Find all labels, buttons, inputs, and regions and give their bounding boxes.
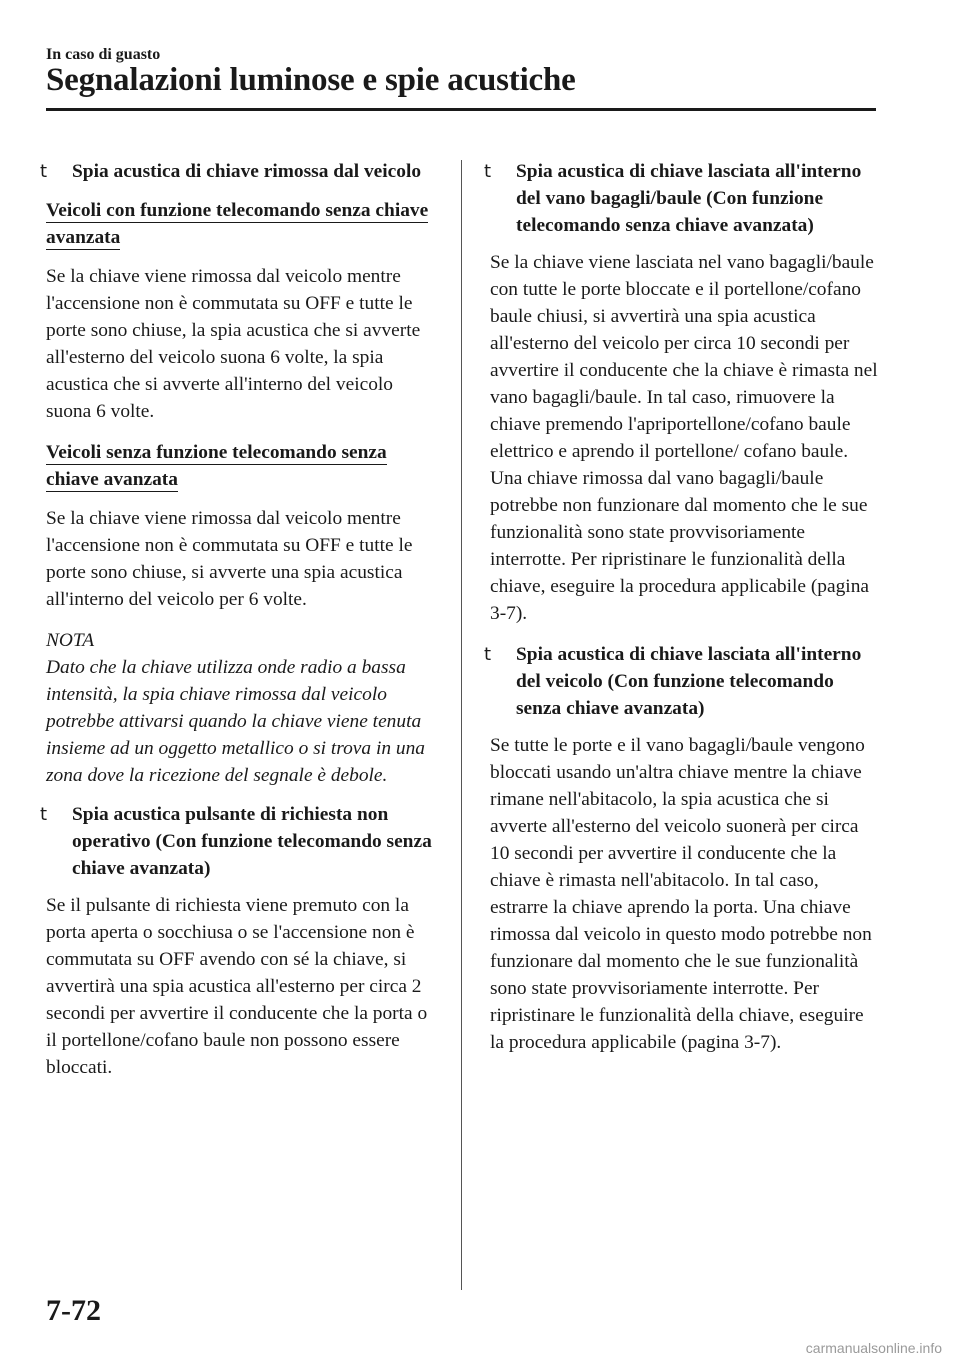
paragraph: Se tutte le porte e il vano bagagli/baule vengono bloccati usando un'altra chiave mentre la chiave rimane nell'abitacolo, la spia acustica che si avverte all'esterno del veicolo suonerà per circa 10 secondi per avvertire il conducente che la chiave è rimasta nell'abitacolo. In tal caso, estrarre la chiave aprendo la porta. Una chiave rimossa dal veicolo in questo modo potrebbe non funzionare dal momento che le sue funzionalità sono state provvisoriamente interrotte. Per ripristinare le funzionalità della chiave, eseguire la procedura applicabile (pagina 3-7).	[490, 735, 872, 1053]
page-title: Segnalazioni luminose e spie acustiche	[46, 62, 576, 98]
section-heading-key-in-trunk	[484, 158, 880, 239]
section-heading-text: Spia acustica di chiave rimossa dal veicolo	[72, 161, 422, 182]
subheading-advanced-keyless: Veicoli con funzione telecomando senza chiave avanzata	[46, 200, 429, 248]
paragraph: Se la chiave viene rimossa dal veicolo mentre l'accensione non è commutata su OFF e tutte le porte sono chiuse, la spia acustica che si avverte all'esterno del veicolo suona 6 volte, la spia acustica che si avverte all'interno del veicolo suona 6 volte.	[46, 266, 421, 422]
section-heading-key-removed	[40, 158, 436, 185]
section-heading-request-switch	[40, 801, 436, 882]
section-heading-text: Spia acustica di chiave lasciata all'interno del veicolo (Con funzione telecomando senza chiave avanzata)	[516, 644, 862, 719]
header-divider	[46, 108, 876, 111]
paragraph: Se il pulsante di richiesta viene premuto con la porta aperta o socchiusa o se l'accensione non è commutata su OFF avendo con sé la chiave, si avvertirà una spia acustica all'esterno per circa 2 secondi per avvertire il conducente che la porta o il portellone/cofano baule non possono essere bloccati.	[46, 895, 428, 1078]
bullet-icon: t	[484, 644, 492, 665]
note-text: Dato che la chiave utilizza onde radio a bassa intensità, la spia chiave rimossa dal veicolo potrebbe attivarsi quando la chiave viene tenuta insieme ad un oggetto metallico o si trova in una zona dove la ricezione del segnale è debole.	[46, 657, 425, 786]
section-heading-text: Spia acustica di chiave lasciata all'interno del vano bagagli/baule (Con funzione telecomando senza chiave avanzata)	[516, 161, 862, 236]
column-divider	[461, 160, 462, 1290]
section-heading-key-in-vehicle	[484, 641, 880, 722]
section-heading-text: Spia acustica pulsante di richiesta non operativo (Con funzione telecomando senza chiave avanzata)	[72, 804, 432, 879]
bullet-icon: t	[40, 804, 48, 825]
bullet-icon: t	[484, 161, 492, 182]
paragraph: Se la chiave viene lasciata nel vano bagagli/baule con tutte le porte bloccate e il portellone/cofano baule chiusi, si avvertirà una spia acustica all'esterno del veicolo per circa 10 secondi per avvertire il conducente che la chiave è rimasta nel vano bagagli/baule. In tal caso, rimuovere la chiave premendo l'apriportellone/cofano baule elettrico e aprendo il portellone/ cofano baule. Una chiave rimossa dal vano bagagli/baule potrebbe non funzionare dal momento che le sue funzionalità sono state provvisoriamente interrotte. Per ripristinare le funzionalità della chiave, eseguire la procedura applicabile (pagina 3-7).	[490, 252, 878, 624]
bullet-icon: t	[40, 161, 48, 182]
subheading-without-advanced-keyless: Veicoli senza funzione telecomando senza chiave avanzata	[46, 442, 387, 490]
paragraph: Se la chiave viene rimossa dal veicolo mentre l'accensione non è commutata su OFF e tutte le porte sono chiuse, si avverte una spia acustica all'interno del veicolo per 6 volte.	[46, 508, 413, 610]
right-column	[484, 158, 880, 1070]
watermark: carmanualsonline.info	[805, 1340, 942, 1356]
note-label: NOTA	[46, 630, 95, 651]
page-number: 7-72	[46, 1294, 101, 1327]
section-label: In caso di guasto	[46, 46, 161, 63]
left-column	[40, 158, 436, 1095]
